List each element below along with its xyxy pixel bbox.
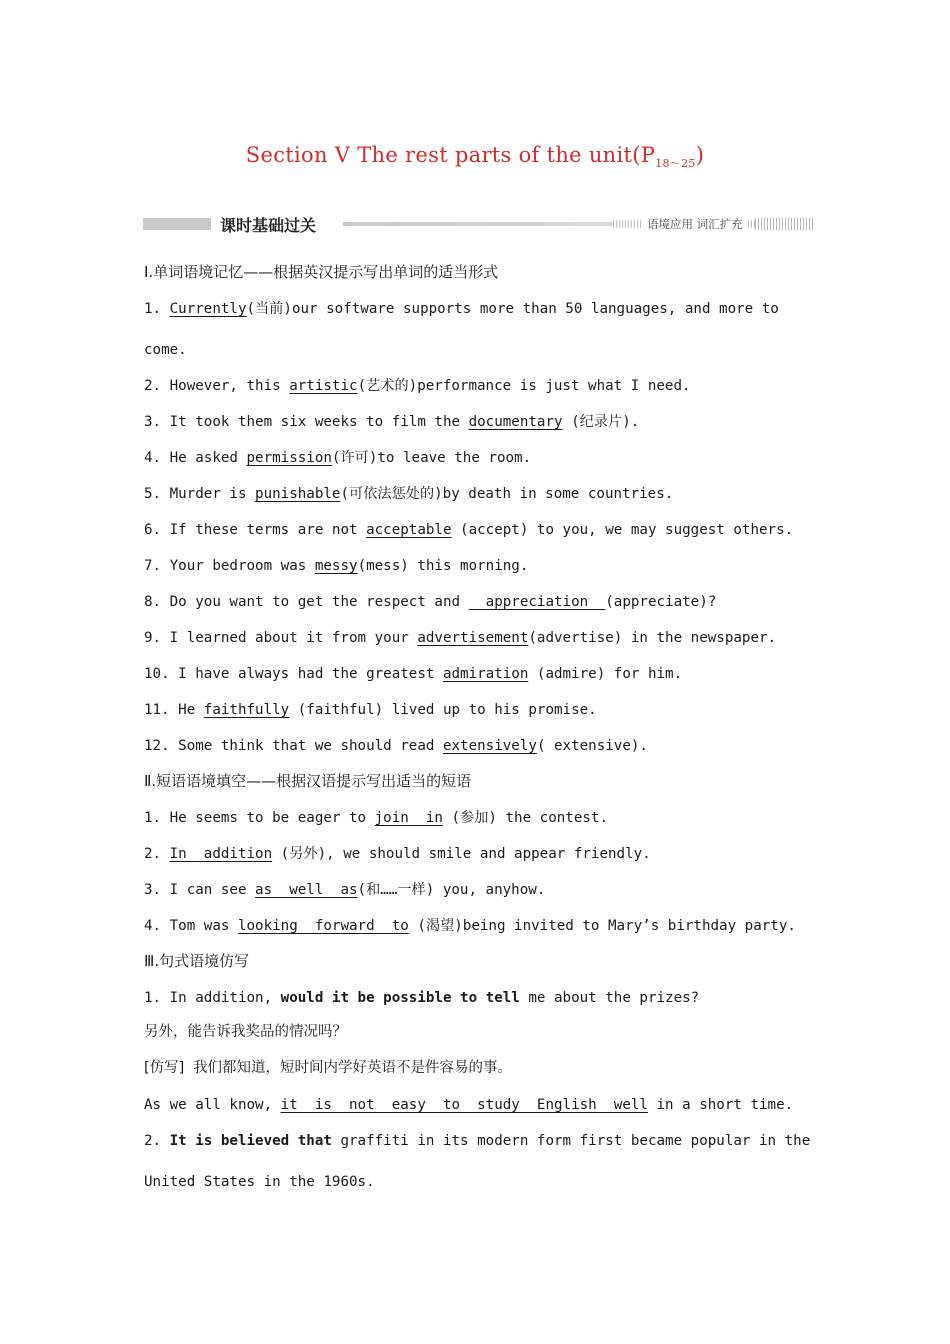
page-title: Section Ⅴ The rest parts of the $unit(P_{18\sim 25})$ <box>245 143 705 171</box>
exercise-item: 12. Some think that we should read extensively( extensive). <box>144 738 648 754</box>
section-banner <box>143 213 814 235</box>
answer: acceptable <box>366 522 452 538</box>
key-phrase: would it be possible to tell <box>280 990 520 1006</box>
exercise-item: 9. I learned about it from your advertisement(advertise) in the newspaper. <box>144 630 777 646</box>
exercise-item: 2. In addition (另外), we should smile and appear friendly. <box>144 846 651 862</box>
key-phrase: It is believed that <box>169 1133 332 1149</box>
exercise-item: 8. Do you want to get the respect and appreciation (appreciate)? <box>144 594 717 610</box>
exercise-item: 3. I can see as well as(和……一样) you, anyhow. <box>144 882 546 898</box>
exercise-item: 2. However, this artistic(艺术的)performance is just what I need. <box>144 378 691 394</box>
imitate-answer: As we all know, it is not easy to study English well in a short time. <box>144 1097 794 1113</box>
example-sentence: 1. In addition, would it be possible to tell me about the prizes? <box>144 990 700 1006</box>
banner-bar-left <box>143 218 211 230</box>
exercise-item: 5. Murder is punishable(可依法惩处的)by death in some countries. <box>144 486 674 502</box>
answer: admiration <box>442 666 529 682</box>
exercise-item-continued: come. <box>144 342 187 358</box>
answer: extensively <box>442 738 537 754</box>
answer: join in <box>374 810 443 826</box>
exercise-item: 6. If these terms are not acceptable (accept) to you, we may suggest others. <box>144 522 794 538</box>
answer: Currently <box>169 301 247 317</box>
exercise-item: 11. He faithfully (faithful) lived up to his promise. <box>144 702 597 718</box>
exercise-item: 7. Your bedroom was messy(mess) this morning. <box>144 558 529 574</box>
answer: appreciation <box>468 594 606 610</box>
answer: In addition <box>169 846 273 862</box>
example-sentence: 2. It is believed that graffiti in its modern form first became popular in the <box>144 1133 811 1149</box>
answer: looking forward to <box>237 918 409 934</box>
example-translation: 另外，能告诉我奖品的情况吗？ <box>144 1024 347 1040</box>
example-sentence-continued: United States in the 1960s. <box>144 1174 375 1190</box>
exercise-item: 1. Currently(当前)our software supports more than 50 languages, and more to <box>144 301 779 317</box>
answer: documentary <box>468 414 563 430</box>
answer: permission <box>246 450 332 466</box>
exercise-item: 4. He asked permission(许可)to leave the room. <box>144 450 532 466</box>
answer: as well as <box>255 882 358 898</box>
exercise-item: 3. It took them six weeks to film the documentary (纪录片). <box>144 414 640 430</box>
exercise-item: 1. He seems to be eager to join in (参加) the contest. <box>144 810 609 826</box>
imitate-prompt: [仿写] 我们都知道，短时间内学好英语不是件容易的事。 <box>144 1060 513 1076</box>
answer: artistic <box>289 378 358 394</box>
exercise-item: 4. Tom was looking forward to (渴望)being invited to Mary’s birthday party. <box>144 918 796 934</box>
answer: punishable <box>255 486 341 502</box>
exercise-item: 10. I have always had the greatest admiration (admire) for him. <box>144 666 683 682</box>
answer: faithfully <box>203 702 290 718</box>
answer: it is not easy to study English well <box>280 1097 648 1113</box>
section-1-heading: Ⅰ.单词语境记忆——根据英汉提示写出单词的适当形式 <box>144 263 499 281</box>
banner-heading: 课时基础过关 <box>216 213 320 236</box>
section-3-heading: Ⅲ.句式语境仿写 <box>144 952 250 970</box>
banner-tail: 语境应用 词汇扩充 <box>643 216 747 232</box>
section-2-heading: Ⅱ.短语语境填空——根据汉语提示写出适当的短语 <box>144 772 472 790</box>
banner-bar-right <box>755 218 814 230</box>
answer: messy <box>314 558 358 574</box>
answer: advertisement <box>417 630 529 646</box>
